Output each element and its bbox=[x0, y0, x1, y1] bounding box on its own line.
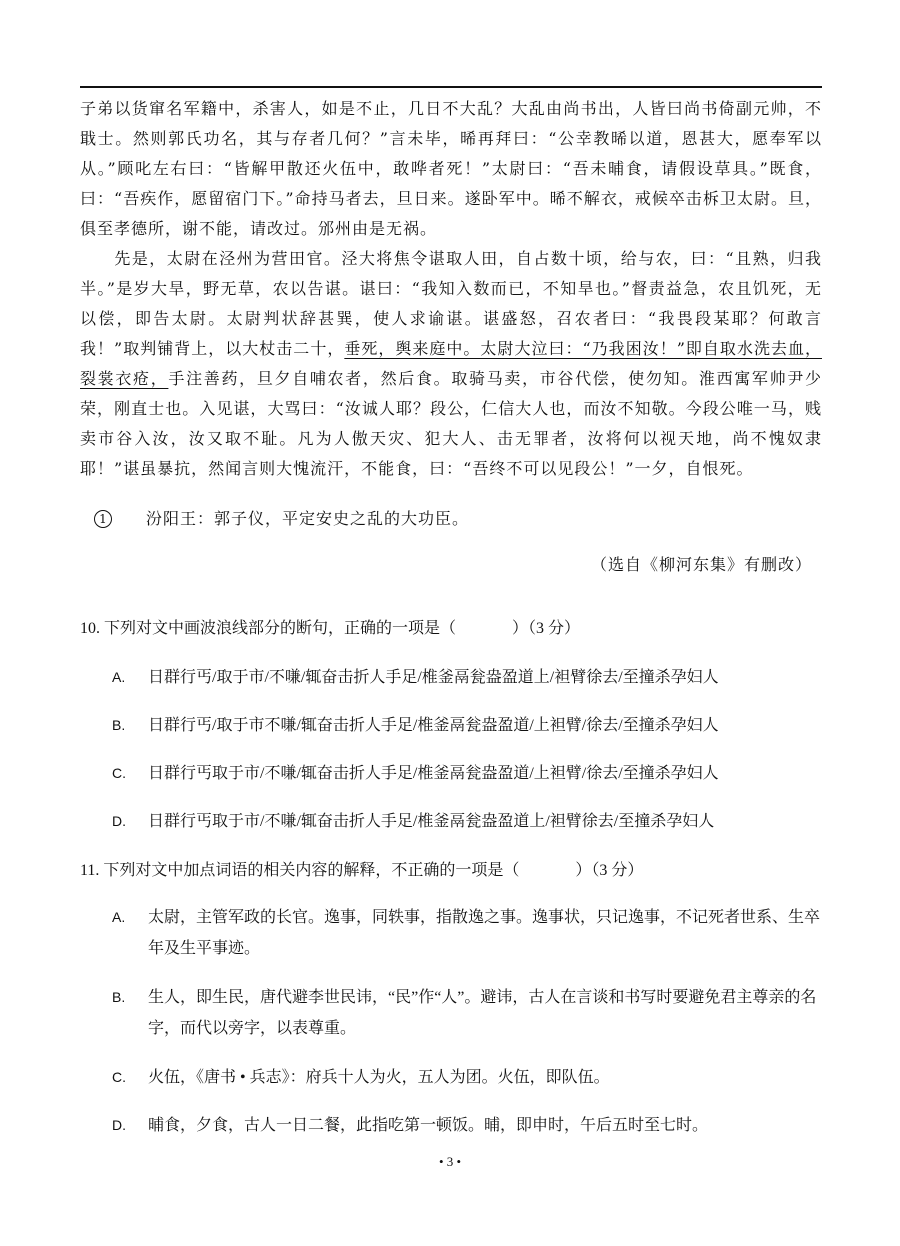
source-citation: （选自《柳河东集》有删改） bbox=[590, 555, 812, 574]
footnote bbox=[94, 506, 814, 532]
question-11-stem-before: 11. 下列对文中加点词语的相关内容的解释，不正确的一项是（ bbox=[80, 862, 520, 879]
page-number: • 3 • bbox=[438, 1154, 462, 1169]
passage-text bbox=[80, 94, 822, 484]
passage-paragraph-1: 子弟以货窜名军籍中，杀害人，如是不止，几日不大乱？大乱由尚书出，人皆曰尚书倚副元帅，不戢士。然则郭氏功名，其与存者几何？”言未毕，晞再拜曰：“公幸教晞以道，恩甚大，愿奉军以从。”顾叱左右曰：“皆解甲散还火伍中，敢哗者死！”太尉曰：“吾未晡食，请假设草具。”既食，曰：“吾疾作，愿留宿门下。”命持马者去，旦日来。遂卧军中。晞不解衣，戒候卒击柝卫太尉。旦，俱至孝德所，谢不能，请改过。邠州由是无祸。 bbox=[80, 99, 822, 238]
option-text: 日群行丐取于市/不嗛/辄奋击折人手足/椎釜鬲瓮盎盈道上/袒臂徐去/至撞杀孕妇人 bbox=[148, 813, 715, 830]
footnote-text: 汾阳王：郭子仪，平定安史之乱的大功臣。 bbox=[146, 509, 470, 528]
question-11-stem bbox=[80, 858, 643, 884]
option-label: A. bbox=[112, 669, 126, 685]
footnote-number: 1 bbox=[94, 510, 112, 528]
option-label: C. bbox=[112, 765, 126, 781]
top-rule bbox=[80, 86, 822, 88]
question-10-option-c bbox=[112, 758, 822, 789]
question-10-stem-before: 10. 下列对文中画波浪线部分的断句，正确的一项是（ bbox=[80, 620, 457, 637]
question-11-stem-after: ）（3 分） bbox=[575, 862, 644, 879]
question-10-stem-after: ）（3 分） bbox=[512, 620, 581, 637]
question-11-option-b bbox=[112, 982, 822, 1044]
option-label: B. bbox=[112, 717, 126, 733]
question-11-option-d bbox=[112, 1110, 822, 1141]
passage-paragraph-2-before: 先是，太尉在泾州为营田官。泾大将焦令谌取人田，自占数十顷，给与农，曰：“且熟，归我半。”是岁大旱，野无草，农以告谌。谌曰：“我知入数而已，不知旱也。”督责益急，农且饥死，无以偿，即告太尉。太尉判状辞甚巽，使人求谕谌。谌盛怒，召农者曰：“我畏段某耶？何敢言我！”取判铺背上，以大杖击二十， bbox=[80, 249, 822, 358]
question-10-stem bbox=[80, 616, 580, 642]
underlined-segment: 垂死，舆来庭中。太尉大泣曰：“乃我困汝！”即自取水洗去血，裂裳衣疮， bbox=[80, 339, 822, 388]
question-11-option-a bbox=[112, 902, 822, 964]
question-10-option-a bbox=[112, 662, 822, 693]
option-text: 太尉，主管军政的长官。逸事，同轶事，指散逸之事。逸事状，只记逸事，不记死者世系、生卒年及生平事迹。 bbox=[148, 909, 821, 957]
question-11-option-c bbox=[112, 1062, 822, 1093]
option-text: 日群行丐取于市/不嗛/辄奋击折人手足/椎釜鬲瓮盎盈道/上袒臂/徐去/至撞杀孕妇人 bbox=[148, 765, 719, 782]
option-label: A. bbox=[112, 909, 126, 925]
option-label: D. bbox=[112, 1117, 126, 1133]
option-label: C. bbox=[112, 1069, 126, 1085]
option-text: 生人，即生民，唐代避李世民讳，“民”作“人”。避讳，古人在言谈和书写时要避免君主尊亲的名字，而代以旁字，以表尊重。 bbox=[148, 989, 817, 1037]
option-text: 日群行丐/取于市不嗛/辄奋击折人手足/椎釜鬲瓮盎盈道/上袒臂/徐去/至撞杀孕妇人 bbox=[148, 717, 719, 734]
passage-paragraph-2 bbox=[80, 244, 822, 484]
option-text: 晡食，夕食，古人一日二餐，此指吃第一顿饭。晡，即申时，午后五时至七时。 bbox=[148, 1117, 709, 1134]
question-10-option-b bbox=[112, 710, 822, 741]
option-label: D. bbox=[112, 813, 126, 829]
option-text: 火伍，《唐书 • 兵志》：府兵十人为火，五人为团。火伍，即队伍。 bbox=[148, 1069, 610, 1086]
question-10-option-d bbox=[112, 806, 822, 837]
option-label: B. bbox=[112, 989, 126, 1005]
passage-paragraph-2-after: 手注善药，旦夕自哺农者，然后食。取骑马卖，市谷代偿，使勿知。淮西寓军帅尹少荣，刚直士也。入见谌，大骂曰：“汝诚人耶？段公，仁信大人也，而汝不知敬。今段公唯一马，贱卖市谷入汝，汝又取不耻。凡为人傲天灾、犯大人、击无罪者，汝将何以视天地，尚不愧奴隶耶！”谌虽暴抗，然闻言则大愧流汗，不能食，曰：“吾终不可以见段公！”一夕，自恨死。 bbox=[80, 369, 822, 478]
option-text: 日群行丐/取于市/不嗛/辄奋击折人手足/椎釜鬲瓮盎盈道上/袒臂徐去/至撞杀孕妇人 bbox=[148, 669, 719, 686]
